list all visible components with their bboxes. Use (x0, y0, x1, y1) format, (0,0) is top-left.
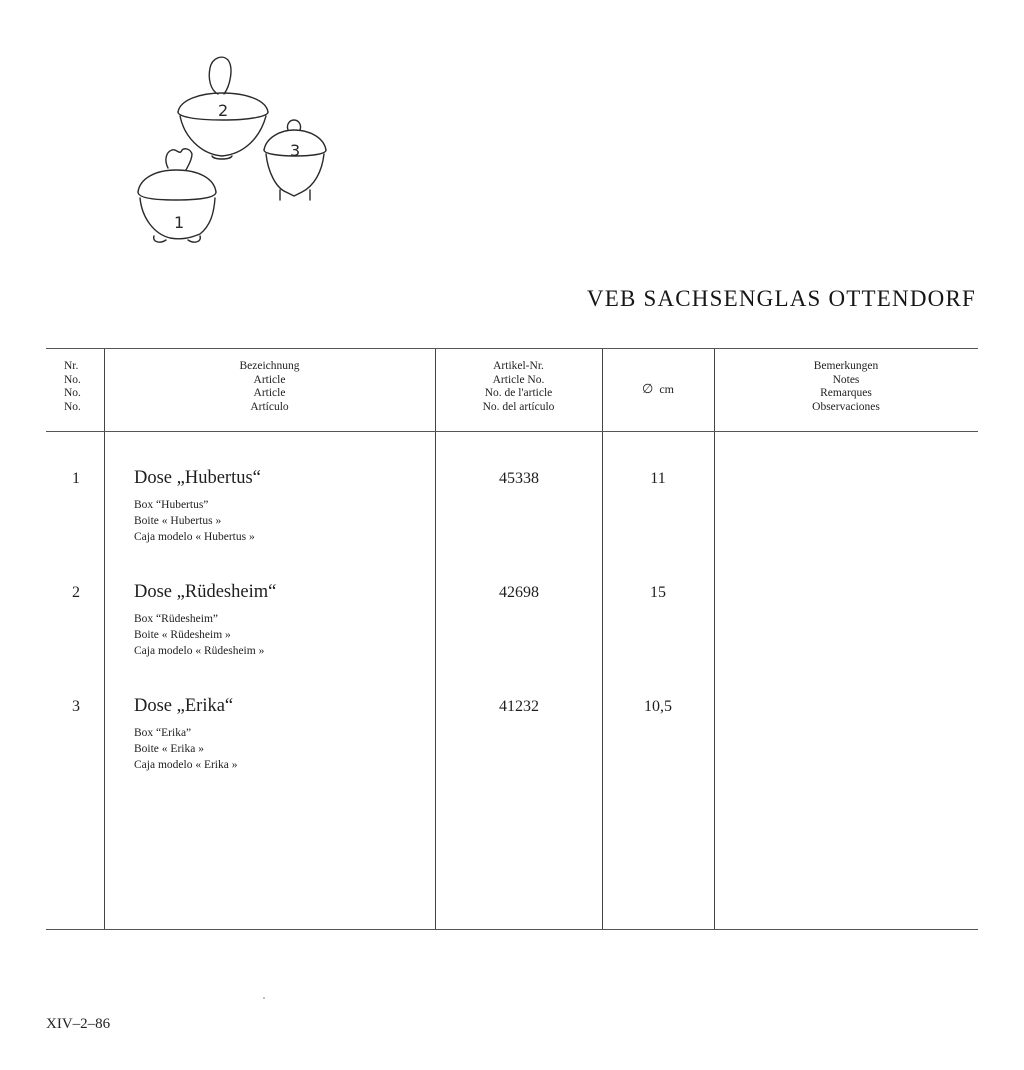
header-remarks (714, 360, 978, 414)
product-table (46, 348, 978, 930)
sketch-label-2: 2 (218, 101, 229, 120)
header-designation-de: Bezeichnung (239, 360, 300, 372)
product-name-en: Box “Hubertus” (134, 499, 209, 511)
product-name-fr: Boite « Rüdesheim » (134, 629, 231, 641)
box-3-drawing (264, 120, 326, 200)
header-nr-fr: No. (64, 387, 81, 399)
product-name-es: Caja modelo « Rüdesheim » (134, 645, 265, 657)
product-name-fr: Boite « Hubertus » (134, 515, 222, 527)
header-remarks-fr: Remarques (820, 387, 872, 399)
header-article-no-de: Artikel-Nr. (493, 360, 544, 372)
product-name: Dose „Rüdesheim“ (134, 582, 277, 602)
header-article-no-es: No. del artículo (482, 400, 555, 413)
header-article-no-en: Article No. (492, 373, 545, 386)
header-diameter-unit: cm (659, 382, 674, 396)
sketch-label-1: 1 (174, 213, 185, 232)
table-row (46, 470, 978, 580)
header-nr-de: Nr. (64, 360, 79, 372)
table-row (46, 584, 978, 694)
row-nr: 2 (72, 584, 80, 601)
product-name-es: Caja modelo « Erika » (134, 759, 238, 771)
diameter-value: 11 (650, 470, 666, 487)
catalog-page-code: XIV–2–86 (46, 1016, 111, 1032)
row-nr: 1 (72, 470, 80, 487)
article-number: 41232 (499, 698, 539, 715)
product-name: Dose „Erika“ (134, 696, 234, 716)
header-nr (64, 360, 81, 414)
header-nr-en: No. (64, 373, 81, 386)
row-nr: 3 (72, 698, 80, 715)
diameter-value: 10,5 (644, 698, 672, 715)
article-number: 45338 (499, 470, 539, 487)
header-remarks-es: Observaciones (812, 400, 880, 413)
sketch-label-3: 3 (290, 141, 301, 160)
diameter-value: 15 (650, 584, 666, 601)
header-designation-en: Article (253, 373, 286, 386)
product-sketch (130, 50, 350, 250)
header-article-no-fr: No. de l'article (484, 387, 553, 399)
header-remarks-de: Bemerkungen (813, 360, 879, 372)
product-name: Dose „Hubertus“ (134, 468, 261, 488)
product-name-fr: Boite « Erika » (134, 743, 204, 755)
table-row (46, 698, 978, 808)
company-name: VEB SACHSENGLAS OTTENDORF (586, 286, 976, 311)
product-name-en: Box “Rüdesheim” (134, 613, 218, 625)
header-remarks-en: Notes (832, 373, 860, 386)
article-number: 42698 (499, 584, 539, 601)
header-designation (104, 360, 435, 414)
header-nr-es: No. (64, 400, 81, 413)
header-article-no (435, 360, 602, 414)
header-designation-fr: Article (253, 387, 286, 399)
header-designation-es: Artículo (250, 400, 289, 413)
header-diameter (602, 382, 714, 397)
diameter-icon: ∅ (642, 382, 654, 397)
product-name-en: Box “Erika” (134, 727, 192, 739)
product-name-es: Caja modelo « Hubertus » (134, 531, 255, 543)
scan-speck (263, 997, 265, 999)
header-divider (46, 431, 978, 432)
